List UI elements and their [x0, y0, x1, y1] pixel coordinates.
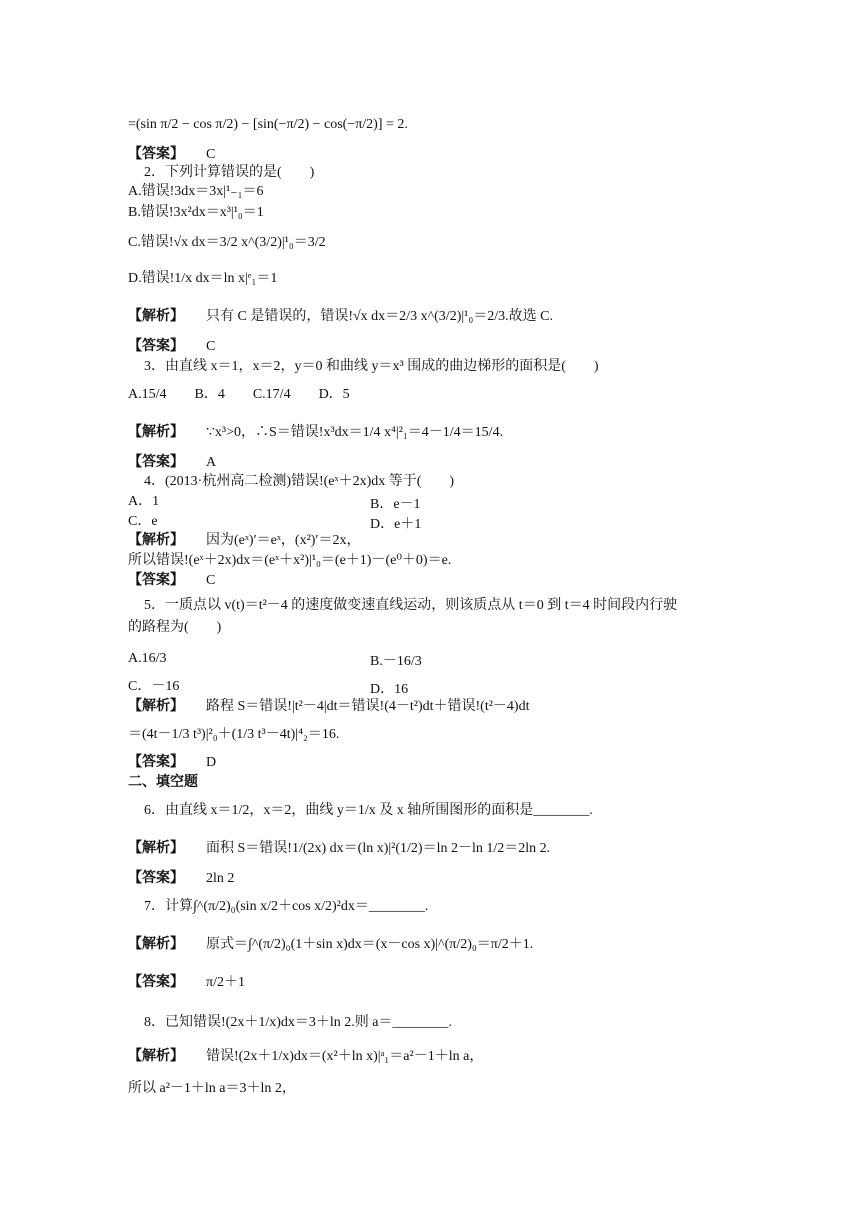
options-row: A.16/3	[128, 651, 167, 666]
answer-line: 【答案】 π/2＋1	[128, 975, 245, 990]
options-row: A.15/4 B．4 C.17/4 D．5	[128, 387, 350, 402]
analysis-label: 【解析】	[128, 1049, 184, 1064]
analysis-line: 【解析】 因为(eˣ)′＝eˣ，(x²)′＝2x，	[128, 533, 361, 548]
answer-line: 【答案】 C	[128, 147, 216, 162]
text-line: 所以错误!(eˣ＋2x)dx＝(eˣ＋x²)|¹₀＝(e＋1)－(e⁰＋0)＝e.	[128, 553, 452, 568]
question-8: 8．已知错误!(2x＋1/x)dx＝3＋ln 2.则 a＝________.	[144, 1015, 452, 1030]
answer-line: 【答案】 A	[128, 455, 217, 470]
answer-line: 【答案】 C	[128, 573, 216, 588]
analysis-label: 【解析】	[128, 699, 184, 714]
question-5: 5．一质点以 v(t)＝t²－4 的速度做变速直线运动，则该质点从 t＝0 到 t＝4 时间段内行驶	[144, 598, 678, 613]
analysis-line: 【解析】 路程 S＝错误!|t²－4|dt＝错误!(4－t²)dt＋错误!(t²－4)dt	[128, 699, 530, 714]
analysis-line: 【解析】 面积 S＝错误!1/(2x) dx＝(ln x)|²(1/2)＝ln 2－ln 1/2＝2ln 2.	[128, 841, 551, 856]
section-heading: 二、填空题	[128, 775, 198, 790]
option-a: A.错误!3dx＝3x|¹₋₁＝6	[128, 184, 264, 199]
text-line: 的路程为( )	[128, 620, 222, 635]
options-row: C．e	[128, 514, 158, 529]
answer-label: 【答案】	[128, 755, 184, 770]
analysis-label: 【解析】	[128, 937, 184, 952]
analysis-line: 【解析】 只有 C 是错误的，错误!√x dx＝2/3 x^(3/2)|¹₀＝2/3.故选 C.	[128, 309, 553, 324]
question-4: 4．(2013·杭州高二检测)错误!(eˣ＋2x)dx 等于( )	[144, 474, 455, 489]
option-d: D.错误!1/x dx＝ln x|ᵉ₁＝1	[128, 271, 278, 286]
analysis-label: 【解析】	[128, 425, 184, 440]
analysis-line: 【解析】 错误!(2x＋1/x)dx＝(x²＋ln x)|ᵃ₁＝a²－1＋ln a，	[128, 1049, 484, 1064]
option-b: B.错误!3x²dx＝x³|¹₀＝1	[128, 205, 264, 220]
text-line: =(sin π/2 − cos π/2) − [sin(−π/2) − cos(−π/2)] = 2.	[128, 117, 408, 132]
options-row: C．－16	[128, 679, 180, 694]
answer-label: 【答案】	[128, 339, 184, 354]
option-right: B.－16/3	[370, 654, 422, 669]
options-row: A．1	[128, 494, 160, 509]
analysis-label: 【解析】	[128, 841, 184, 856]
answer-line: 【答案】 D	[128, 755, 217, 770]
question-2: 2．下列计算错误的是( )	[144, 165, 315, 180]
option-right: D．16	[370, 682, 409, 697]
text-line: 所以 a²－1＋ln a＝3＋ln 2，	[128, 1081, 296, 1096]
option-right: D．e＋1	[370, 517, 422, 532]
analysis-label: 【解析】	[128, 309, 184, 324]
option-right: B．e－1	[370, 497, 421, 512]
answer-label: 【答案】	[128, 975, 184, 990]
question-7: 7．计算∫^(π/2)₀(sin x/2＋cos x/2)²dx＝________.	[144, 899, 429, 914]
text-line: ＝(4t－1/3 t³)|²₀＋(1/3 t³－4t)|⁴₂＝16.	[128, 727, 340, 742]
answer-line: 【答案】 C	[128, 339, 216, 354]
answer-label: 【答案】	[128, 455, 184, 470]
answer-label: 【答案】	[128, 871, 184, 886]
answer-label: 【答案】	[128, 573, 184, 588]
analysis-line: 【解析】 ∵x³>0，∴S＝错误!x³dx＝1/4 x⁴|²₁＝4－1/4＝15/4.	[128, 425, 504, 440]
option-c: C.错误!√x dx＝3/2 x^(3/2)|¹₀＝3/2	[128, 235, 326, 250]
analysis-line: 【解析】 原式＝∫^(π/2)₀(1＋sin x)dx＝(x－cos x)|^(π/2)₀＝π/2＋1.	[128, 937, 534, 952]
question-6: 6．由直线 x＝1/2，x＝2，曲线 y＝1/x 及 x 轴所围图形的面积是________.	[144, 803, 593, 818]
question-3: 3．由直线 x＝1，x＝2，y＝0 和曲线 y＝x³ 围成的曲边梯形的面积是( )	[144, 359, 599, 374]
answer-line: 【答案】 2ln 2	[128, 871, 235, 886]
answer-label: 【答案】	[128, 147, 184, 162]
analysis-label: 【解析】	[128, 533, 184, 548]
